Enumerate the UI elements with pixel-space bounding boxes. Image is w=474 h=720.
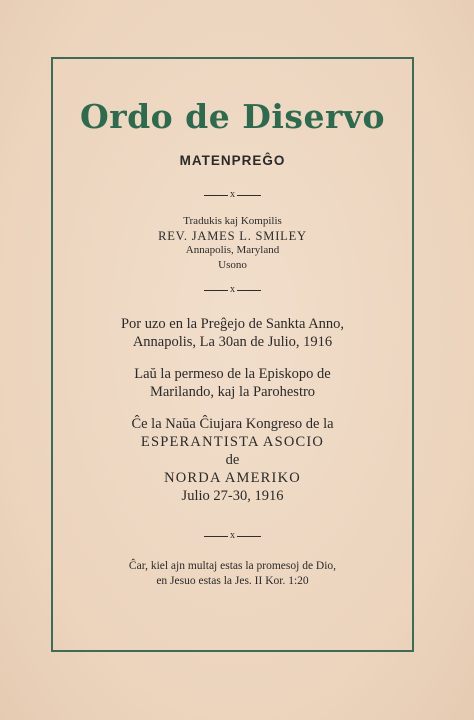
translator-name: REV. JAMES L. SMILEY <box>158 228 307 243</box>
divider-mark: x <box>230 284 235 295</box>
cover-title: Ordo de Diservo <box>79 97 386 136</box>
divider-line <box>237 195 261 196</box>
usage-line: Annapolis, La 30an de Julio, 1916 <box>132 334 333 350</box>
credit-label: Tradukis kaj Kompilis <box>183 215 282 227</box>
divider-line <box>204 195 228 196</box>
permission-line: Laŭ la permeso de la Episkopo de <box>134 366 331 382</box>
usage-line: Por uzo en la Preĝejo de Sankta Anno, <box>120 316 345 332</box>
divider <box>51 190 414 200</box>
quote-line: en Jesuo estas la Jes. II Kor. 1:20 <box>156 575 309 587</box>
divider-line <box>204 536 228 537</box>
divider-line <box>237 290 261 291</box>
translator-city: Annapolis, Maryland <box>185 244 280 256</box>
scripture-quote <box>51 559 414 589</box>
usage-note <box>51 315 414 351</box>
divider <box>51 285 414 295</box>
permission-note <box>51 365 414 401</box>
cover-content <box>51 57 414 589</box>
congress-dates: Julio 27-30, 1916 <box>181 488 284 504</box>
quote-line: Ĉar, kiel ajn multaj estas la promesoj de Dio, <box>128 560 337 572</box>
divider-mark: x <box>230 189 235 200</box>
divider-line <box>204 290 228 291</box>
congress-line: de <box>225 452 240 468</box>
divider-line <box>237 536 261 537</box>
cover-subtitle: MATENPREĜO <box>179 153 286 168</box>
divider-mark: x <box>230 530 235 541</box>
divider <box>51 531 414 541</box>
congress-note <box>51 415 414 505</box>
congress-line: Ĉe la Naŭa Ĉiujara Kongreso de la <box>131 416 334 432</box>
translator-credit <box>51 214 414 272</box>
translator-country: Usono <box>218 258 247 271</box>
region-name: NORDA AMERIKO <box>164 470 301 486</box>
association-name: ESPERANTISTA ASOCIO <box>140 434 325 450</box>
permission-line: Marilando, kaj la Parohestro <box>149 384 316 400</box>
